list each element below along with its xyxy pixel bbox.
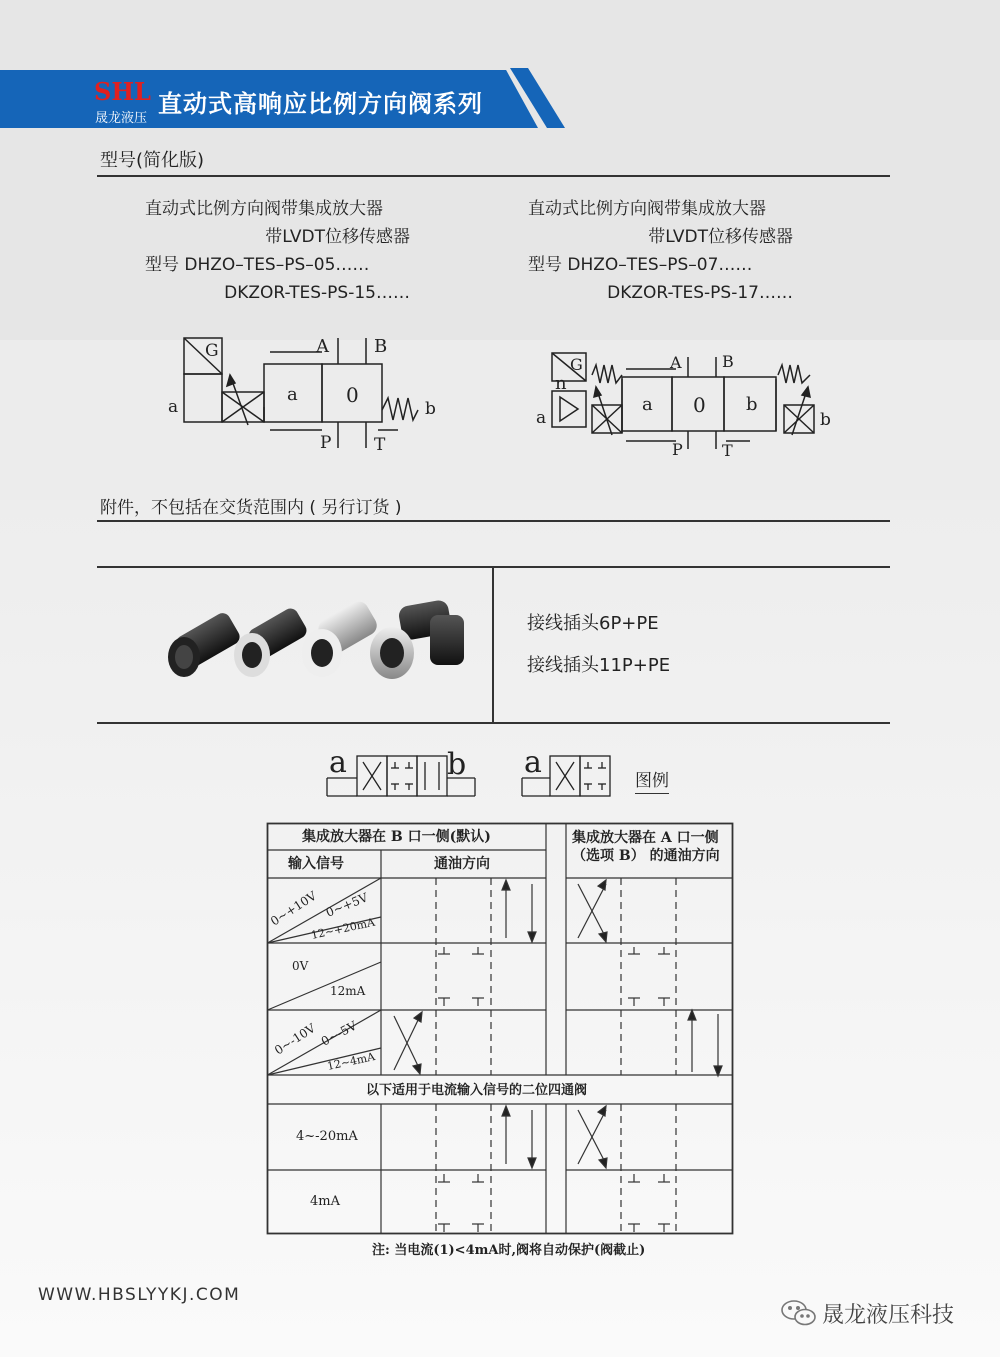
spec-right-line2: 带LVDT位移传感器	[648, 227, 793, 247]
spec-right-line4: DKZOR-TES-PS-17……	[607, 283, 793, 303]
wechat-icon	[780, 1298, 818, 1328]
brand-logo	[92, 78, 152, 104]
sym-left-b-side: b	[425, 399, 436, 419]
sym-right-box-b: b	[746, 394, 758, 415]
divider-rule	[97, 175, 890, 177]
plug-1-icon	[168, 610, 242, 677]
sym-left-box-0: 0	[346, 383, 359, 407]
valve-symbol-left	[160, 330, 450, 460]
spec-right-line1: 直动式比例方向阀带集成放大器	[528, 199, 766, 219]
sym-left-box-a: a	[287, 384, 298, 405]
sym-right-g: G	[570, 355, 583, 374]
divider-rule	[97, 722, 890, 724]
valve-symbol-right	[530, 345, 840, 460]
table-head-right-1: 集成放大器在 A 口一侧	[572, 830, 719, 846]
divider-rule	[97, 520, 890, 522]
table-r2-a: 0V	[292, 959, 309, 973]
table-note: 注: 当电流(1)<4mA时,阀将自动保护(阀截止)	[372, 1243, 646, 1258]
legend-b: b	[447, 747, 467, 782]
sym-right-port-b: B	[722, 352, 734, 371]
table-r3-c: 12~4mA	[325, 1050, 377, 1073]
logo-text: SHL	[94, 78, 151, 104]
accessory-item-2: 接线插头11P+PE	[527, 655, 671, 676]
model-section-title: 型号(简化版)	[100, 150, 205, 171]
footer-url: WWW.HBSLYYKJ.COM	[38, 1285, 241, 1305]
sym-left-port-t: T	[374, 435, 386, 455]
sym-left-port-a: A	[316, 336, 329, 357]
table-col-flow: 通油方向	[434, 856, 490, 872]
accessories-title: 附件，不包括在交货范围内 ( 另行订货 )	[100, 498, 402, 518]
divider-vertical	[492, 568, 494, 722]
accessory-item-1: 接线插头6P+PE	[527, 613, 659, 634]
spec-left-line2: 带LVDT位移传感器	[265, 227, 410, 247]
table-r1-b: 0~+5V	[323, 890, 370, 920]
sym-right-box-0: 0	[693, 393, 706, 417]
plug-3-icon	[302, 598, 380, 677]
spec-left-line3: 型号 DHZO–TES–PS–05……	[145, 255, 370, 275]
sym-left-g: G	[205, 341, 219, 361]
model-spec-left	[145, 195, 410, 307]
sym-right-b-side: b	[820, 410, 831, 430]
brand-name: 晟龙液压	[95, 111, 148, 126]
table-r2-b: 12mA	[330, 984, 366, 998]
flow-direction-table	[266, 822, 736, 1267]
legend-label: 图例	[635, 766, 669, 794]
table-r3-a: 0~-10V	[272, 1020, 318, 1058]
sym-right-port-a: A	[670, 353, 682, 372]
footer-brand: 晟龙液压科技	[822, 1303, 955, 1328]
page-title: 直动式高响应比例方向阀系列	[158, 90, 483, 118]
table-col-input: 输入信号	[288, 856, 344, 872]
plug-2-icon	[234, 606, 309, 677]
table-divider-text: 以下适用于电流输入信号的二位四通阀	[366, 1083, 588, 1098]
spec-right-line3: 型号 DHZO–TES–PS–07……	[528, 255, 753, 275]
legend-symbol-2pos	[520, 740, 615, 802]
sym-right-n: n	[555, 373, 567, 394]
legend-symbol-3pos	[325, 740, 485, 802]
spec-left-line4: DKZOR-TES-PS-15……	[224, 283, 410, 303]
table-r4: 4~-20mA	[296, 1129, 358, 1144]
sym-left-a-side: a	[168, 397, 179, 417]
table-head-right-2: （选项 B） 的通油方向	[572, 848, 720, 864]
table-r3-b: 0~-5V	[318, 1018, 360, 1049]
spec-left-line1: 直动式比例方向阀带集成放大器	[145, 199, 383, 219]
legend-a: a	[329, 745, 347, 780]
sym-right-box-a: a	[642, 394, 653, 415]
sym-right-a-side: a	[536, 408, 547, 428]
model-spec-right	[528, 195, 793, 307]
sym-right-port-p: P	[672, 440, 683, 459]
legend-a2: a	[524, 745, 542, 780]
sym-left-port-p: P	[320, 433, 332, 453]
table-r1-c: 12~+20mA	[309, 915, 377, 942]
sym-right-port-t: T	[722, 441, 733, 460]
table-r5: 4mA	[310, 1194, 340, 1209]
connector-plugs-image	[160, 595, 470, 695]
table-head-left: 集成放大器在 B 口一侧(默认)	[302, 829, 491, 845]
table-r1-a: 0~+10V	[268, 888, 319, 929]
plug-4-icon	[370, 599, 464, 679]
sym-left-port-b: B	[374, 336, 388, 357]
